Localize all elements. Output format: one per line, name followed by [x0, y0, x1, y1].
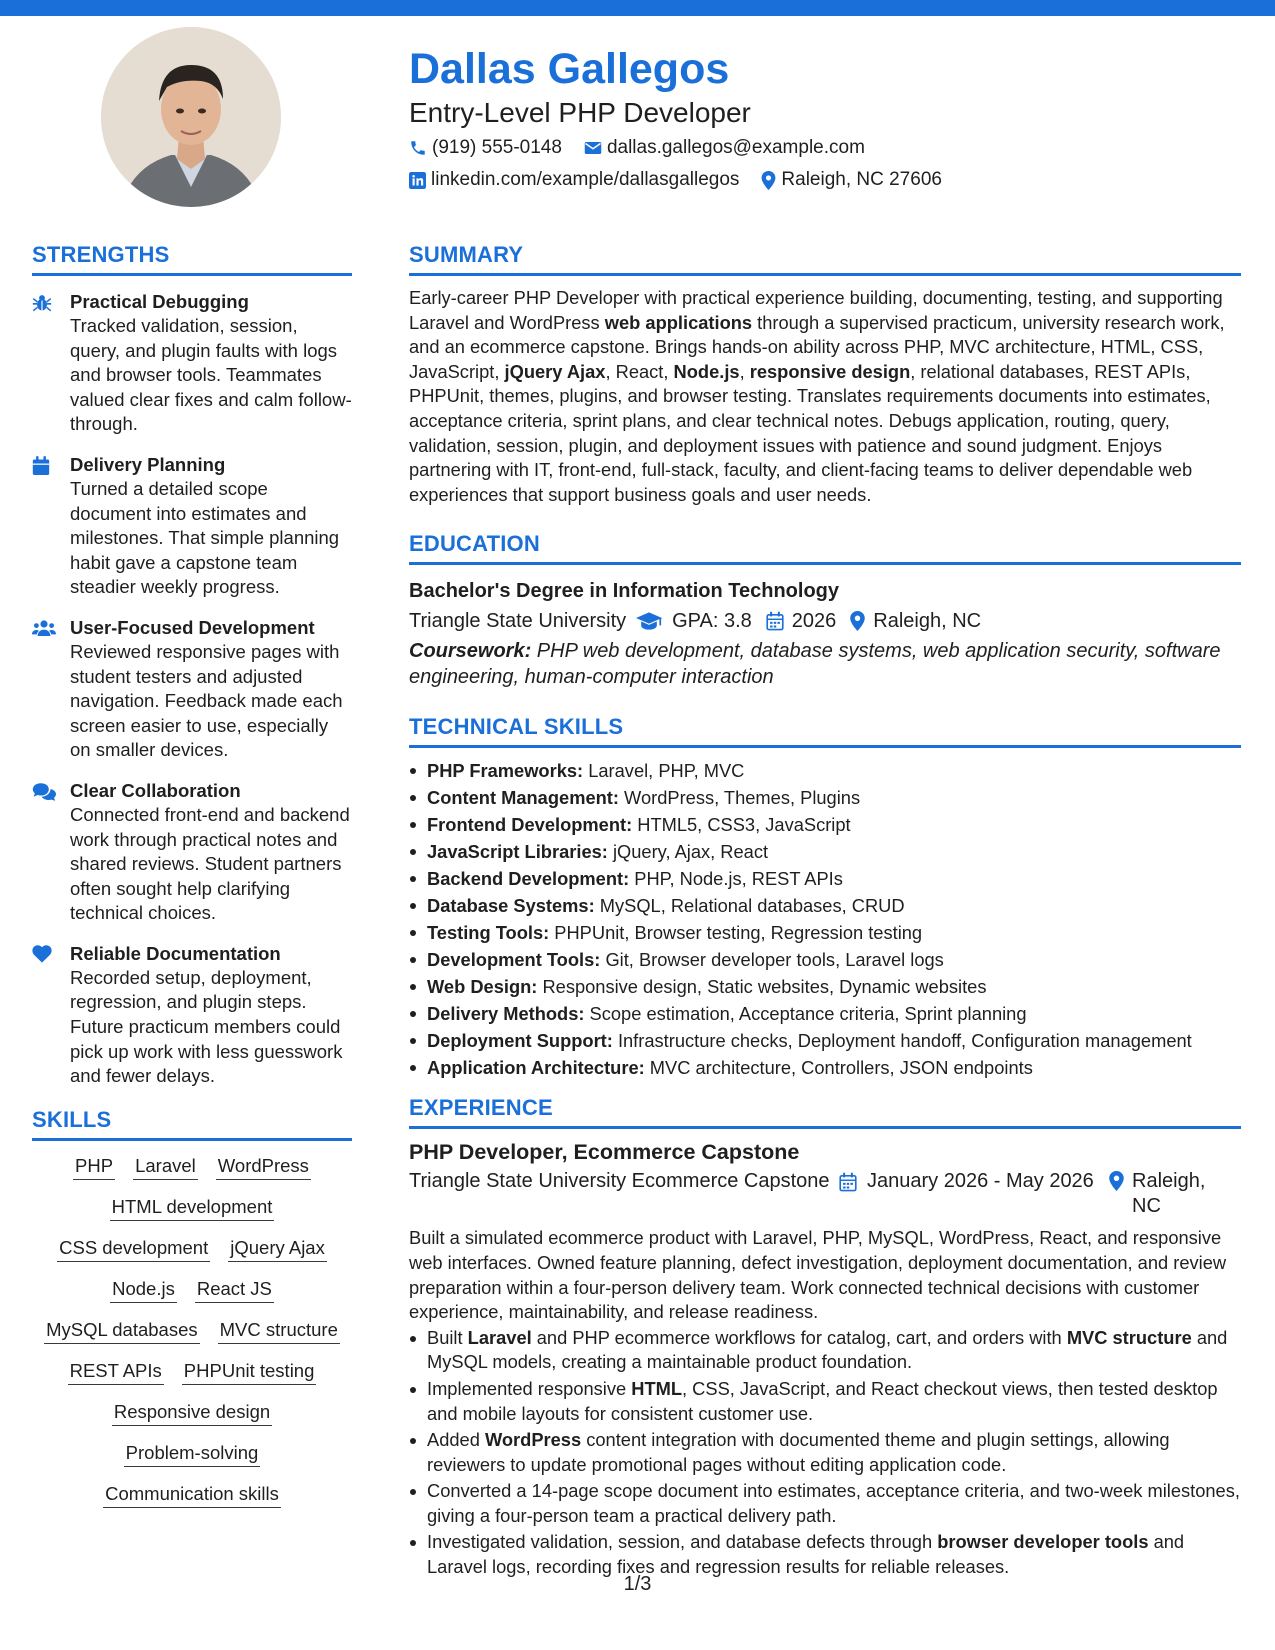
education-heading: EDUCATION: [409, 529, 1241, 565]
job-meta: [409, 1169, 1241, 1219]
candidate-role: Entry-Level PHP Developer: [409, 97, 751, 128]
technical-skill-value: Scope estimation, Acceptance criteria, Sprint planning: [584, 1003, 1027, 1025]
job-dates: January 2026 - May 2026: [867, 1170, 1094, 1193]
graduation-year: 2026: [791, 610, 837, 633]
text-run: , relational databases, REST APIs, PHPUnit, themes, plugins, and browser testing. Translates requirements documents into estimates, acceptance criteria, sprint plans, and clear technical notes. Debugs application, routing, query, validation, session, plugin, and deployment issues with patience and sound judgment. Enjoys partnering with IT, front-end, full-stack, faculty, and client-facing teams to deliver dependable web experiences that support business goals and user needs.: [409, 360, 1211, 505]
technical-skill-value: WordPress, Themes, Plugins: [618, 787, 861, 809]
edu-location-segment: [850, 606, 981, 636]
job-title: PHP Developer, Ecommerce Capstone: [409, 1140, 800, 1165]
technical-skill-label: Application Architecture:: [427, 1057, 645, 1079]
job-bullet: [409, 1428, 1241, 1477]
school-name: Triangle State University: [409, 610, 627, 633]
text-run: , CSS, JavaScript, and React checkout views, then tested desktop and mobile layouts for consistent customer use.: [427, 1377, 1218, 1424]
linkedin-item: [409, 166, 739, 194]
job-location-segment: [1109, 1169, 1219, 1219]
skill-tag: CSS development: [57, 1235, 210, 1262]
page-number: 1/3: [623, 1573, 652, 1595]
avatar: [101, 27, 281, 207]
strength-item: [32, 290, 352, 437]
strength-item: [32, 453, 352, 600]
emphasis-text: browser developer tools: [937, 1531, 1149, 1553]
email-text[interactable]: dallas.gallegos@example.com: [606, 137, 865, 158]
year-segment: [766, 606, 837, 636]
graduation-cap-icon: [636, 611, 662, 631]
skill-tag: MySQL databases: [44, 1317, 200, 1344]
emphasis-text: Node.js: [673, 360, 740, 382]
skill-row: [32, 1153, 352, 1180]
heart-icon: [32, 945, 52, 963]
technical-skill-value: Git, Browser developer tools, Laravel logs: [600, 949, 944, 971]
skill-tag: Responsive design: [112, 1399, 272, 1426]
skill-tag: Laravel: [133, 1153, 198, 1180]
resume-header: [409, 42, 1229, 194]
technical-skill-item: [409, 838, 1241, 865]
text-run: , React,: [605, 360, 674, 382]
skill-tag: Problem-solving: [124, 1440, 261, 1467]
map-pin-icon: [1109, 1171, 1124, 1191]
technical-skill-label: Database Systems:: [427, 895, 595, 917]
text-run: ,: [739, 360, 750, 382]
technical-skill-label: Web Design:: [427, 976, 538, 998]
emphasis-text: responsive design: [749, 360, 911, 382]
job-bullets: [409, 1326, 1241, 1580]
text-run: Early-career PHP Developer with practical experience building, documenting, testing, and supporting Laravel and WordPress: [409, 287, 1223, 333]
technical-skill-item: [409, 1000, 1241, 1027]
technical-skill-value: MySQL, Relational databases, CRUD: [594, 895, 905, 917]
location-item: [761, 166, 942, 194]
skill-tag: REST APIs: [68, 1358, 164, 1385]
technical-skill-value: PHP, Node.js, REST APIs: [629, 868, 843, 890]
technical-skill-value: Responsive design, Static websites, Dynamic websites: [537, 976, 987, 998]
education-location: Raleigh, NC: [873, 610, 982, 633]
job-organization: Triangle State University Ecommerce Capstone: [409, 1170, 830, 1193]
skill-tag: Communication skills: [103, 1481, 281, 1508]
degree-title: Bachelor's Degree in Information Technology: [409, 580, 840, 603]
technical-skill-item: [409, 946, 1241, 973]
contact-row-2: [409, 166, 1229, 194]
technical-skill-item: [409, 1027, 1241, 1054]
calendar-icon: [32, 456, 50, 476]
job-bullet: [409, 1326, 1241, 1375]
strength-title: Practical Debugging: [70, 291, 249, 312]
technical-skill-item: [409, 784, 1241, 811]
text-run: Investigated validation, session, and database defects through: [427, 1531, 938, 1553]
skill-row: [32, 1440, 352, 1467]
left-column: [32, 240, 352, 1522]
technical-skill-item: [409, 892, 1241, 919]
technical-skill-value: Laravel, PHP, MVC: [583, 760, 745, 782]
skill-tag: Node.js: [110, 1276, 177, 1303]
technical-skills-heading: TECHNICAL SKILLS: [409, 712, 1241, 748]
location-text: Raleigh, NC 27606: [781, 169, 942, 190]
technical-skill-label: Content Management:: [427, 787, 619, 809]
skill-row: [32, 1194, 352, 1221]
skill-tag: React JS: [195, 1276, 274, 1303]
text-run: content integration with documented theme and plugin settings, allowing reviewers to update promotional pages without editing application code.: [427, 1429, 1170, 1475]
job-description: Built a simulated ecommerce product with Laravel, PHP, MySQL, WordPress, React, and responsive web interfaces. Owned feature planning, defect investigation, deployment documentation, and review preparation within a four-person delivery team. Work connected technical decisions with customer experience, maintainability, and release readiness.: [409, 1227, 1227, 1323]
job-bullet: [409, 1377, 1241, 1426]
text-run: through a supervised practicum, university research work, and an ecommerce capstone. Brings hands-on ability across PHP, MVC architecture, HTML, CSS, JavaScript,: [409, 311, 1225, 382]
linkedin-text[interactable]: linkedin.com/example/dallasgallegos: [431, 169, 740, 190]
skill-row: [32, 1399, 352, 1426]
skill-row: [32, 1317, 352, 1344]
map-pin-icon: [761, 171, 776, 190]
technical-skill-label: Development Tools:: [427, 949, 601, 971]
calendar-icon: [766, 611, 784, 631]
strength-title: Clear Collaboration: [70, 779, 241, 801]
users-icon: [32, 619, 56, 637]
skills-heading: SKILLS: [32, 1105, 352, 1141]
technical-skill-label: Frontend Development:: [427, 814, 633, 836]
coursework-text: PHP web development, database systems, web application security, software engineering, human-computer interaction: [409, 640, 1221, 689]
phone-text[interactable]: (919) 555-0148: [432, 137, 562, 158]
emphasis-text: HTML: [631, 1377, 683, 1399]
top-accent-bar: [0, 0, 1275, 16]
coursework: [409, 638, 1241, 690]
technical-skills-list: [409, 757, 1241, 1081]
technical-skill-label: JavaScript Libraries:: [427, 841, 608, 863]
skill-tag: jQuery Ajax: [228, 1235, 327, 1262]
emphasis-text: web applications: [604, 311, 753, 333]
technical-skill-value: HTML5, CSS3, JavaScript: [632, 814, 851, 836]
strength-desc: Recorded setup, deployment, regression, and plugin steps. Future practicum members could pick up work with less guesswork and fewer delays.: [70, 966, 343, 1087]
job-dates-segment: [839, 1169, 1109, 1219]
technical-skill-item: [409, 757, 1241, 784]
skill-row: [32, 1276, 352, 1303]
email-item: [584, 134, 865, 162]
technical-skill-label: PHP Frameworks:: [427, 760, 584, 782]
technical-skill-item: [409, 865, 1241, 892]
strength-title: Reliable Documentation: [70, 942, 281, 964]
comments-icon: [32, 782, 56, 802]
job-location: Raleigh, NC: [1132, 1170, 1206, 1218]
technical-skill-item: [409, 919, 1241, 946]
technical-skill-value: PHPUnit, Browser testing, Regression testing: [549, 922, 923, 944]
skills-list: [32, 1153, 352, 1508]
phone-item: [409, 134, 562, 162]
experience-heading: EXPERIENCE: [409, 1093, 1241, 1129]
candidate-name: Dallas Gallegos: [409, 45, 730, 93]
emphasis-text: MVC structure: [1066, 1326, 1192, 1348]
strength-desc: Tracked validation, session, query, and plugin faults with logs and browser tools. Teammates valued clear fixes and calm follow-through.: [70, 315, 352, 435]
strength-item: [32, 779, 352, 926]
strengths-list: [32, 290, 352, 1089]
skill-tag: PHPUnit testing: [182, 1358, 317, 1385]
strength-desc: Reviewed responsive pages with student testers and adjusted navigation. Feedback made each screen easier to use, especially on smaller devices.: [70, 640, 343, 761]
right-column: [409, 240, 1241, 1582]
text-run: Added: [427, 1429, 485, 1451]
strength-desc: Turned a detailed scope document into estimates and milestones. That simple planning habit gave a capstone team steadier weekly progress.: [70, 477, 340, 598]
text-run: Converted a 14-page scope document into estimates, acceptance criteria, and two-week milestones, giving a four-person team a practical delivery path.: [427, 1480, 1240, 1526]
emphasis-text: Laravel: [467, 1326, 532, 1348]
linkedin-icon: [409, 172, 426, 189]
text-run: Implemented responsive: [427, 1377, 632, 1399]
text-run: and PHP ecommerce workflows for catalog, cart, and orders with: [531, 1326, 1067, 1348]
education-details: [409, 606, 1241, 636]
school-segment: [409, 606, 752, 636]
summary-text: [409, 286, 1241, 507]
technical-skill-label: Delivery Methods:: [427, 1003, 585, 1025]
summary-heading: SUMMARY: [409, 240, 1241, 276]
skill-tag: MVC structure: [218, 1317, 340, 1344]
text-run: and Laravel logs, recording fixes and regression results for reliable releases.: [427, 1531, 1185, 1578]
envelope-icon: [584, 140, 602, 156]
skill-tag: HTML development: [110, 1194, 275, 1221]
skill-row: [32, 1358, 352, 1385]
gpa-text: GPA: 3.8: [672, 610, 752, 633]
text-run: and MySQL models, creating a maintainable product foundation.: [427, 1326, 1228, 1373]
emphasis-text: WordPress: [484, 1429, 582, 1451]
technical-skill-label: Deployment Support:: [427, 1030, 613, 1052]
strength-title: User-Focused Development: [70, 616, 315, 638]
skill-tag: PHP: [73, 1153, 115, 1180]
technical-skill-value: Infrastructure checks, Deployment handoff, Configuration management: [612, 1030, 1192, 1052]
strength-title: Delivery Planning: [70, 453, 226, 475]
skill-row: [32, 1235, 352, 1262]
technical-skill-item: [409, 1054, 1241, 1081]
technical-skill-item: [409, 811, 1241, 838]
map-pin-icon: [850, 611, 865, 631]
emphasis-text: jQuery Ajax: [504, 360, 606, 382]
technical-skill-value: MVC architecture, Controllers, JSON endpoints: [644, 1057, 1033, 1079]
contact-row-1: [409, 134, 1229, 162]
strength-item: [32, 942, 352, 1089]
coursework-label: Coursework:: [409, 640, 532, 663]
bug-icon: [32, 293, 52, 313]
strength-desc: Connected front-end and backend work through practical notes and shared reviews. Student partners often sought help clarifying technical choices.: [70, 803, 350, 924]
calendar-icon: [839, 1172, 857, 1192]
technical-skill-label: Testing Tools:: [427, 922, 550, 944]
text-run: Built: [427, 1326, 468, 1348]
skill-tag: WordPress: [216, 1153, 311, 1180]
strength-item: [32, 616, 352, 763]
skill-row: [32, 1481, 352, 1508]
technical-skill-item: [409, 973, 1241, 1000]
phone-icon: [409, 139, 427, 157]
job-bullet: [409, 1479, 1241, 1528]
strengths-heading: STRENGTHS: [32, 240, 352, 276]
technical-skill-label: Backend Development:: [427, 868, 630, 890]
technical-skill-value: jQuery, Ajax, React: [607, 841, 769, 863]
